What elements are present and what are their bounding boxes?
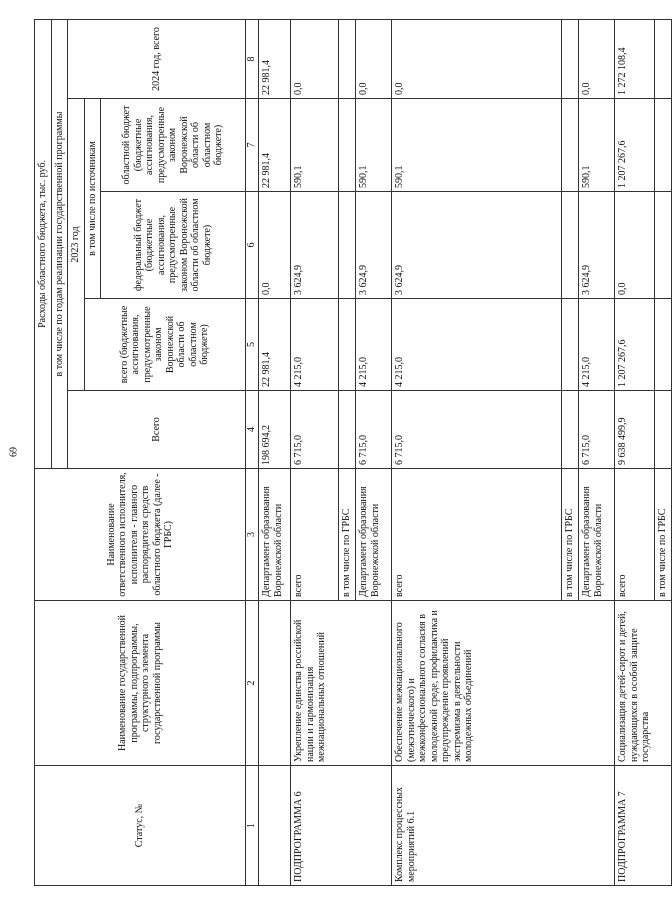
executor-cell: Департамент образования Воронежской области — [259, 468, 291, 600]
value-cell: 3 624,9 — [579, 191, 615, 298]
value-cell: 590,1 — [291, 98, 339, 191]
table-row — [259, 19, 291, 885]
col-number: 7 — [246, 98, 259, 191]
value-cell: 0,0 — [392, 19, 562, 98]
value-cell: 1 207 267,6 — [615, 298, 655, 390]
header-expenses: Расходы областного бюджета, тыс. руб. — [35, 19, 52, 468]
executor-cell: в том числе по ГРБС — [339, 468, 356, 600]
header-regional: областной бюджет (бюджетные ассигнования, предусмотренные законом Воронежской области об областном бюджете) — [101, 98, 246, 191]
table-row — [615, 19, 655, 885]
executor-cell: в том числе по ГРБС — [655, 468, 672, 600]
value-cell: 198 694,2 — [259, 390, 291, 468]
header-total: Всего — [68, 390, 246, 468]
header-federal: федеральный бюджет (бюджетные ассигнования, предусмотренные законом Воронежской области об областном бюджете) — [101, 191, 246, 298]
name-cell: Обеспечение межнационального (межэтнического) и межконфессионального согласия в молодежной среде, профилактика и предупреждение проявлений экстремизма в деятельности молодежных объединений — [392, 600, 615, 765]
executor-cell: всего — [392, 468, 562, 600]
header-2023-total: всего (бюджетные ассигнования, предусмотренные законом Воронежской области об областном бюджете) — [84, 298, 246, 390]
name-cell: Укрепление единства российской нации и гармонизация межнациональных отношений — [291, 600, 392, 765]
status-cell: Комплекс процессных мероприятий 6.1 — [392, 765, 615, 885]
name-cell: Социализация детей-сирот и детей, нуждающихся в особой защите государства — [615, 600, 672, 765]
col-number: 1 — [246, 765, 259, 885]
executor-cell: всего — [615, 468, 655, 600]
col-number: 4 — [246, 390, 259, 468]
value-cell: 590,1 — [579, 98, 615, 191]
rotated-page — [34, 20, 668, 886]
budget-table — [34, 18, 672, 885]
value-cell: 0,0 — [259, 191, 291, 298]
header-2024: 2024 год, всего — [68, 19, 246, 98]
value-cell: 22 981,4 — [259, 298, 291, 390]
value-cell: 0,0 — [356, 19, 392, 98]
status-cell: ПОДПРОГРАММА 6 — [291, 765, 392, 885]
value-cell: 3 624,9 — [356, 191, 392, 298]
header-sources: в том числе по источникам — [84, 98, 101, 298]
value-cell: 1 272 108,4 — [615, 19, 655, 98]
table-row — [291, 19, 339, 885]
value-cell: 9 638 499,9 — [615, 390, 655, 468]
header-year-2023: 2023 год — [68, 98, 85, 390]
value-cell: 22 981,4 — [259, 98, 291, 191]
value-cell: 4 215,0 — [579, 298, 615, 390]
executor-cell: Департамент образования Воронежской области — [579, 468, 615, 600]
executor-cell: всего — [291, 468, 339, 600]
page-number: 69 — [8, 447, 20, 457]
value-cell: 6 715,0 — [291, 390, 339, 468]
value-cell: 22 981,4 — [259, 19, 291, 98]
value-cell: 4 215,0 — [392, 298, 562, 390]
col-number: 2 — [246, 600, 259, 765]
value-cell: 0,0 — [291, 19, 339, 98]
header-executor: Наименование ответственного исполнителя, исполнителя - главного распорядителя средств областного бюджета (далее - ГРБС) — [35, 468, 246, 600]
col-number: 3 — [246, 468, 259, 600]
value-cell: 6 715,0 — [579, 390, 615, 468]
value-cell: 3 624,9 — [291, 191, 339, 298]
value-cell: 4 215,0 — [356, 298, 392, 390]
table-row — [392, 19, 562, 885]
executor-cell: в том числе по ГРБС — [562, 468, 579, 600]
value-cell: 1 207 267,6 — [615, 98, 655, 191]
header-by-years: в том числе по годам реализации государственной программы — [51, 19, 68, 468]
executor-cell: Департамент образования Воронежской области — [356, 468, 392, 600]
value-cell: 3 624,9 — [392, 191, 562, 298]
col-number: 8 — [246, 19, 259, 98]
value-cell: 590,1 — [356, 98, 392, 191]
value-cell: 590,1 — [392, 98, 562, 191]
header-name: Наименование государственной программы, подпрограммы, структурного элемента государственной программы — [35, 600, 246, 765]
header-status: Статус, № — [35, 765, 246, 885]
col-number: 6 — [246, 191, 259, 298]
value-cell: 6 715,0 — [356, 390, 392, 468]
status-cell: ПОДПРОГРАММА 7 — [615, 765, 672, 885]
value-cell: 6 715,0 — [392, 390, 562, 468]
value-cell: 0,0 — [579, 19, 615, 98]
value-cell: 4 215,0 — [291, 298, 339, 390]
col-number: 5 — [246, 298, 259, 390]
value-cell: 0,0 — [615, 191, 655, 298]
